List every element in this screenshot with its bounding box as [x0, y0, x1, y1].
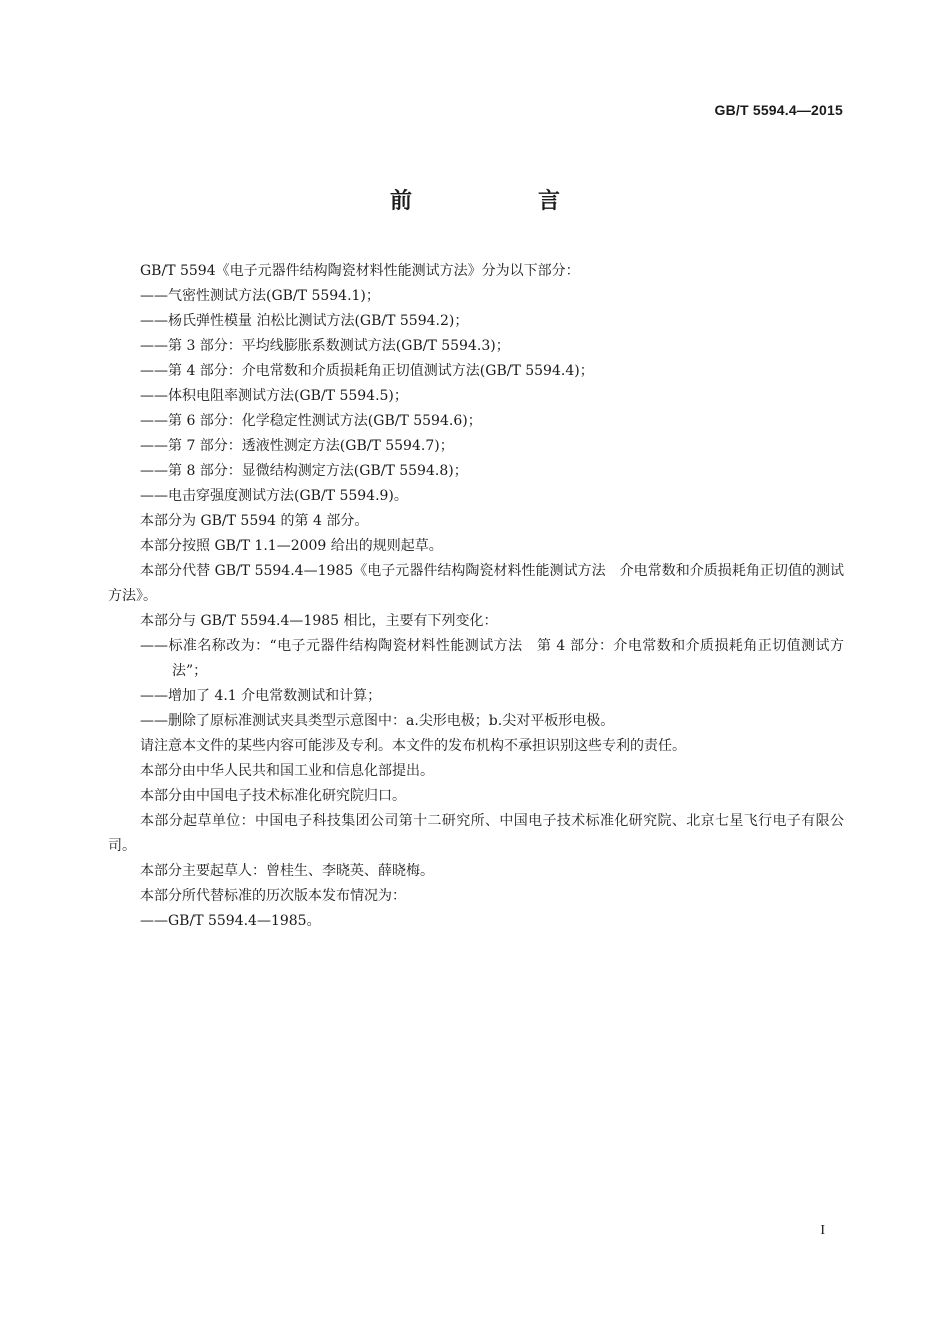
- list-item: ——GB/T 5594.4—1985。: [140, 913, 321, 929]
- list-item: ——增加了 4.1 介电常数测试和计算；: [140, 688, 382, 704]
- foreword-paragraph: 本部分由中国电子技术标准化研究院归口。: [140, 788, 406, 804]
- list-item: ——杨氏弹性模量 泊松比测试方法(GB/T 5594.2)；: [140, 313, 469, 329]
- list-item: ——第 3 部分：平均线膨胀系数测试方法(GB/T 5594.3)；: [140, 338, 510, 354]
- foreword-paragraph: 本部分起草单位：中国电子科技集团公司第十二研究所、中国电子技术标准化研究院、北京七星飞行电子有限公司。: [108, 813, 844, 854]
- list-item: ——第 8 部分：显微结构测定方法(GB/T 5594.8)；: [140, 463, 468, 479]
- list-item: ——第 6 部分：化学稳定性测试方法(GB/T 5594.6)；: [140, 413, 482, 429]
- list-item: ——第 7 部分：透液性测定方法(GB/T 5594.7)；: [140, 438, 454, 454]
- list-item: ——标准名称改为：“电子元器件结构陶瓷材料性能测试方法 第 4 部分：介电常数和介质损耗角正切值测试方法”；: [140, 638, 844, 679]
- list-item: ——气密性测试方法(GB/T 5594.1)；: [140, 288, 380, 304]
- foreword-paragraph: 本部分与 GB/T 5594.4—1985 相比，主要有下列变化：: [140, 613, 498, 629]
- page-title: 前 言: [389, 189, 612, 214]
- page-number: I: [820, 1223, 825, 1238]
- foreword-paragraph: 本部分由中华人民共和国工业和信息化部提出。: [140, 763, 434, 779]
- foreword-paragraph: 本部分主要起草人：曾桂生、李晓英、薛晓梅。: [140, 863, 434, 879]
- foreword-body: [108, 259, 844, 934]
- foreword-paragraph: 请注意本文件的某些内容可能涉及专利。本文件的发布机构不承担识别这些专利的责任。: [140, 738, 686, 754]
- foreword-paragraph: 本部分所代替标准的历次版本发布情况为：: [140, 888, 406, 904]
- list-item: ——删除了原标准测试夹具类型示意图中：a.尖形电极；b.尖对平板形电极。: [140, 713, 615, 729]
- standard-code: GB/T 5594.4—2015: [714, 102, 843, 118]
- foreword-paragraph: 本部分代替 GB/T 5594.4—1985《电子元器件结构陶瓷材料性能测试方法 介电常数和介质损耗角正切值的测试方法》。: [108, 563, 844, 604]
- list-item: ——第 4 部分：介电常数和介质损耗角正切值测试方法(GB/T 5594.4)；: [140, 363, 594, 379]
- foreword-paragraph: 本部分为 GB/T 5594 的第 4 部分。: [140, 513, 369, 529]
- list-item: ——电击穿强度测试方法(GB/T 5594.9)。: [140, 488, 408, 504]
- foreword-paragraph: GB/T 5594《电子元器件结构陶瓷材料性能测试方法》分为以下部分：: [140, 263, 580, 279]
- foreword-paragraph: 本部分按照 GB/T 1.1—2009 给出的规则起草。: [140, 538, 443, 554]
- list-item: ——体积电阻率测试方法(GB/T 5594.5)；: [140, 388, 408, 404]
